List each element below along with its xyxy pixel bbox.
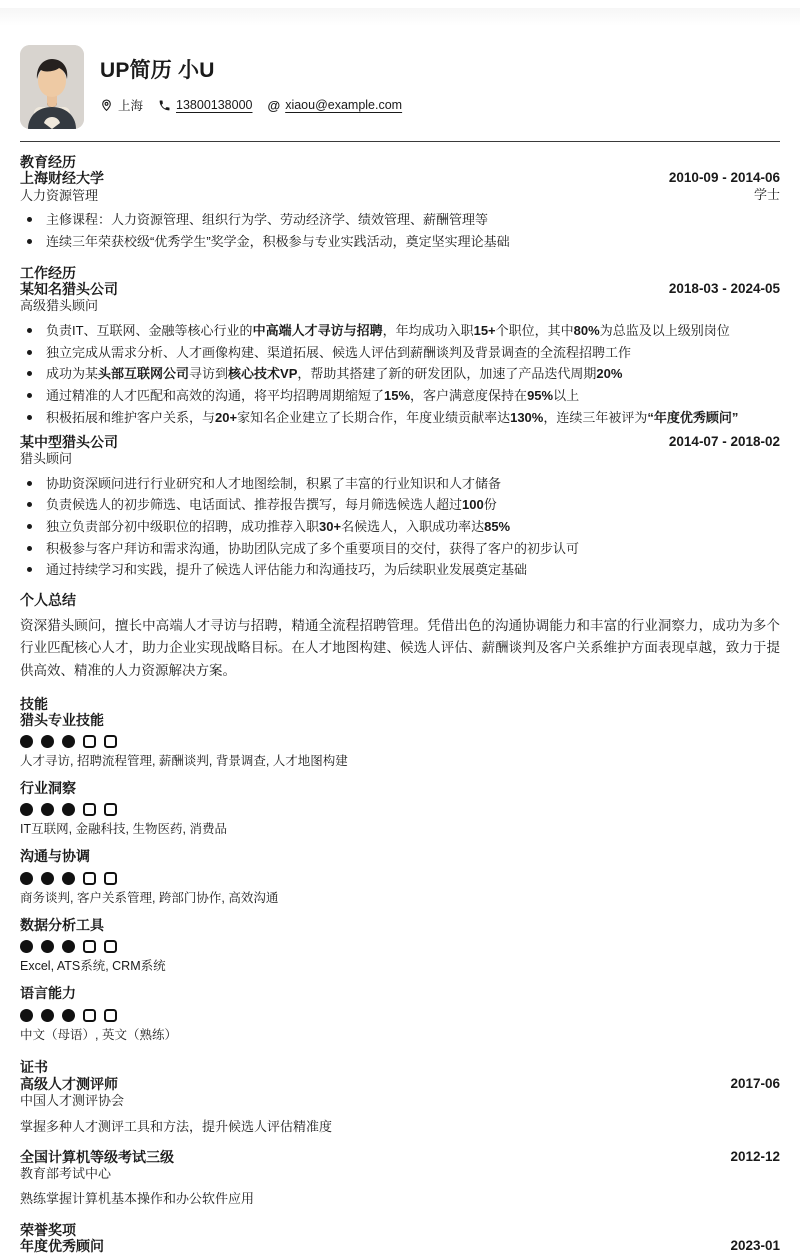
rating-dot-filled [41, 940, 54, 953]
skill-group [20, 713, 780, 769]
certificate-date: 2017-06 [730, 1075, 780, 1091]
rating-dot-filled [62, 803, 75, 816]
bullet-item: 独立完成从需求分析、人才画像构建、渠道拓展、候选人评估到薪酬谈判及背景调查的全流程招聘工作 [20, 344, 780, 361]
job-bullet-list [20, 322, 780, 426]
skill-group [20, 849, 780, 905]
honor-name: 年度优秀顾问 [20, 1238, 104, 1255]
rating-dot-filled [20, 872, 33, 885]
skill-name: 沟通与协调 [20, 848, 90, 865]
bullet-item: 通过精准的人才匹配和高效的沟通，将平均招聘周期缩短了15%，客户满意度保持在95%以上 [20, 387, 780, 404]
contact-phone [158, 98, 252, 112]
skill-name: 行业洞察 [20, 780, 76, 797]
rating-dot-filled [62, 735, 75, 748]
rating-dot-filled [41, 803, 54, 816]
certificate-description: 掌握多种人才测评工具和方法，提升候选人评估精准度 [20, 1118, 333, 1134]
skill-group [20, 918, 780, 974]
honor-entry [20, 1239, 780, 1254]
skill-items: 人才寻访, 招聘流程管理, 薪酬谈判, 背景调查, 人才地图构建 [20, 754, 348, 769]
job-entry [20, 435, 780, 579]
skill-items: 中文（母语）, 英文（熟练） [20, 1027, 177, 1042]
certificate-name: 高级人才测评师 [20, 1075, 118, 1092]
section-certificates [20, 1060, 780, 1209]
phone-icon [158, 99, 171, 112]
skill-items: IT互联网, 金融科技, 生物医药, 消费品 [20, 822, 227, 837]
summary-heading: 个人总结 [20, 592, 76, 609]
bullet-item: 协助资深顾问进行行业研究和人才地图绘制，积累了丰富的行业知识和人才储备 [20, 475, 780, 492]
job-title: 猎头顾问 [20, 451, 73, 467]
rating-dot-filled [62, 940, 75, 953]
company-name: 某知名猎头公司 [20, 280, 118, 297]
contact-row [100, 96, 402, 114]
rating-dot-filled [62, 872, 75, 885]
profile-photo [20, 45, 84, 129]
rating-dot-empty [83, 940, 96, 953]
skill-group [20, 986, 780, 1042]
skill-rating [20, 872, 780, 885]
education-heading: 教育经历 [20, 154, 76, 170]
skills-heading: 技能 [20, 695, 48, 712]
work-heading: 工作经历 [20, 264, 76, 281]
rating-dot-filled [20, 803, 33, 816]
bullet-item: 负责IT、互联网、金融等核心行业的中高端人才寻访与招聘，年均成功入职15+个职位，其中80%为总监及以上级别岗位 [20, 322, 780, 339]
rating-dot-filled [62, 1009, 75, 1022]
skill-rating [20, 1009, 780, 1022]
certificate-issuer: 中国人才测评协会 [20, 1093, 125, 1109]
rating-dot-filled [41, 1009, 54, 1022]
education-bullet-list [20, 211, 780, 250]
rating-dot-filled [41, 872, 54, 885]
rating-dot-empty [104, 1009, 117, 1022]
section-summary [20, 593, 780, 682]
job-entry [20, 282, 780, 426]
job-bullet-list [20, 475, 780, 579]
email-at-icon: @ [267, 97, 281, 113]
rating-dot-empty [83, 1009, 96, 1022]
education-date: 2010-09 - 2014-06 [668, 170, 780, 186]
certificate-date: 2012-12 [730, 1148, 780, 1164]
honors-heading: 荣誉奖项 [20, 1222, 76, 1239]
rating-dot-filled [20, 735, 33, 748]
location-text: 上海 [118, 99, 144, 114]
certificate-issuer: 教育部考试中心 [20, 1165, 112, 1181]
school-name: 上海财经大学 [20, 170, 104, 187]
education-degree: 学士 [753, 186, 780, 202]
resume-header [20, 0, 780, 129]
job-date: 2014-07 - 2018-02 [668, 433, 780, 449]
bullet-item: 通过持续学习和实践，提升了候选人评估能力和沟通技巧，为后续职业发展奠定基础 [20, 561, 780, 578]
summary-text: 资深猎头顾问，擅长中高端人才寻访与招聘，精通全流程招聘管理。凭借出色的沟通协调能力和丰富的行业洞察力，成功为多个行业匹配核心人才，助力企业实现战略目标。在人才地图构建、候选人评估、薪酬谈判及客户关系维护方面表现卓越，致力于提供高效、精准的人力资源解决方案。 [20, 617, 780, 678]
section-skills [20, 697, 780, 1043]
section-education [20, 155, 780, 250]
rating-dot-filled [20, 940, 33, 953]
rating-dot-empty [104, 803, 117, 816]
rating-dot-empty [104, 940, 117, 953]
skill-items: 商务谈判, 客户关系管理, 跨部门协作, 高效沟通 [20, 890, 279, 905]
skill-group [20, 781, 780, 837]
person-name: UP简历 小U [100, 59, 215, 82]
rating-dot-filled [41, 735, 54, 748]
rating-dot-empty [83, 803, 96, 816]
rating-dot-filled [20, 1009, 33, 1022]
skill-name: 数据分析工具 [20, 916, 104, 933]
skill-rating [20, 803, 780, 816]
honor-date: 2023-01 [730, 1238, 780, 1254]
skill-name: 猎头专业技能 [20, 711, 104, 728]
bullet-item: 积极参与客户拜访和需求沟通，协助团队完成了多个重要项目的交付，获得了客户的初步认可 [20, 540, 780, 557]
skill-items: Excel, ATS系统, CRM系统 [20, 959, 166, 974]
section-honors [20, 1223, 780, 1255]
profile-photo-image [20, 45, 84, 129]
rating-dot-empty [83, 872, 96, 885]
company-name: 某中型猎头公司 [20, 433, 118, 450]
certificate-entry [20, 1077, 780, 1136]
section-work [20, 266, 780, 579]
bullet-item: 连续三年荣获校级“优秀学生”奖学金，积极参与专业实践活动，奠定坚实理论基础 [20, 233, 780, 250]
certificate-entry [20, 1150, 780, 1209]
skill-rating [20, 735, 780, 748]
bullet-item: 成功为某头部互联网公司寻访到核心技术VP，帮助其搭建了新的研发团队，加速了产品迭代周期20% [20, 365, 780, 382]
job-date: 2018-03 - 2024-05 [668, 280, 780, 296]
location-pin-icon [100, 99, 113, 112]
certificate-name: 全国计算机等级考试三级 [20, 1148, 174, 1165]
rating-dot-empty [104, 735, 117, 748]
bullet-item: 主修课程：人力资源管理、组织行为学、劳动经济学、绩效管理、薪酬管理等 [20, 211, 780, 228]
rating-dot-empty [104, 872, 117, 885]
certificate-description: 熟练掌握计算机基本操作和办公软件应用 [20, 1191, 255, 1207]
header-divider [20, 141, 780, 142]
contact-email [268, 98, 403, 112]
bullet-item: 积极拓展和维护客户关系，与20+家知名企业建立了长期合作，年度业绩贡献率达130%，连续三年被评为“年度优秀顾问” [20, 409, 780, 426]
education-major: 人力资源管理 [20, 187, 99, 203]
skill-rating [20, 940, 780, 953]
skill-name: 语言能力 [20, 985, 76, 1002]
certificates-heading: 证书 [20, 1058, 48, 1075]
header-identity [100, 45, 402, 114]
bullet-item: 负责候选人的初步筛选、电话面试、推荐报告撰写，每月筛选候选人超过100份 [20, 496, 780, 513]
contact-location [100, 96, 143, 114]
bullet-item: 独立负责部分初中级职位的招聘，成功推荐入职30+名候选人，入职成功率达85% [20, 518, 780, 535]
email-link[interactable]: xiaou@example.com [285, 98, 403, 113]
education-entry [20, 171, 780, 250]
job-title: 高级猎头顾问 [20, 298, 99, 314]
phone-link[interactable]: 13800138000 [176, 98, 253, 113]
rating-dot-empty [83, 735, 96, 748]
